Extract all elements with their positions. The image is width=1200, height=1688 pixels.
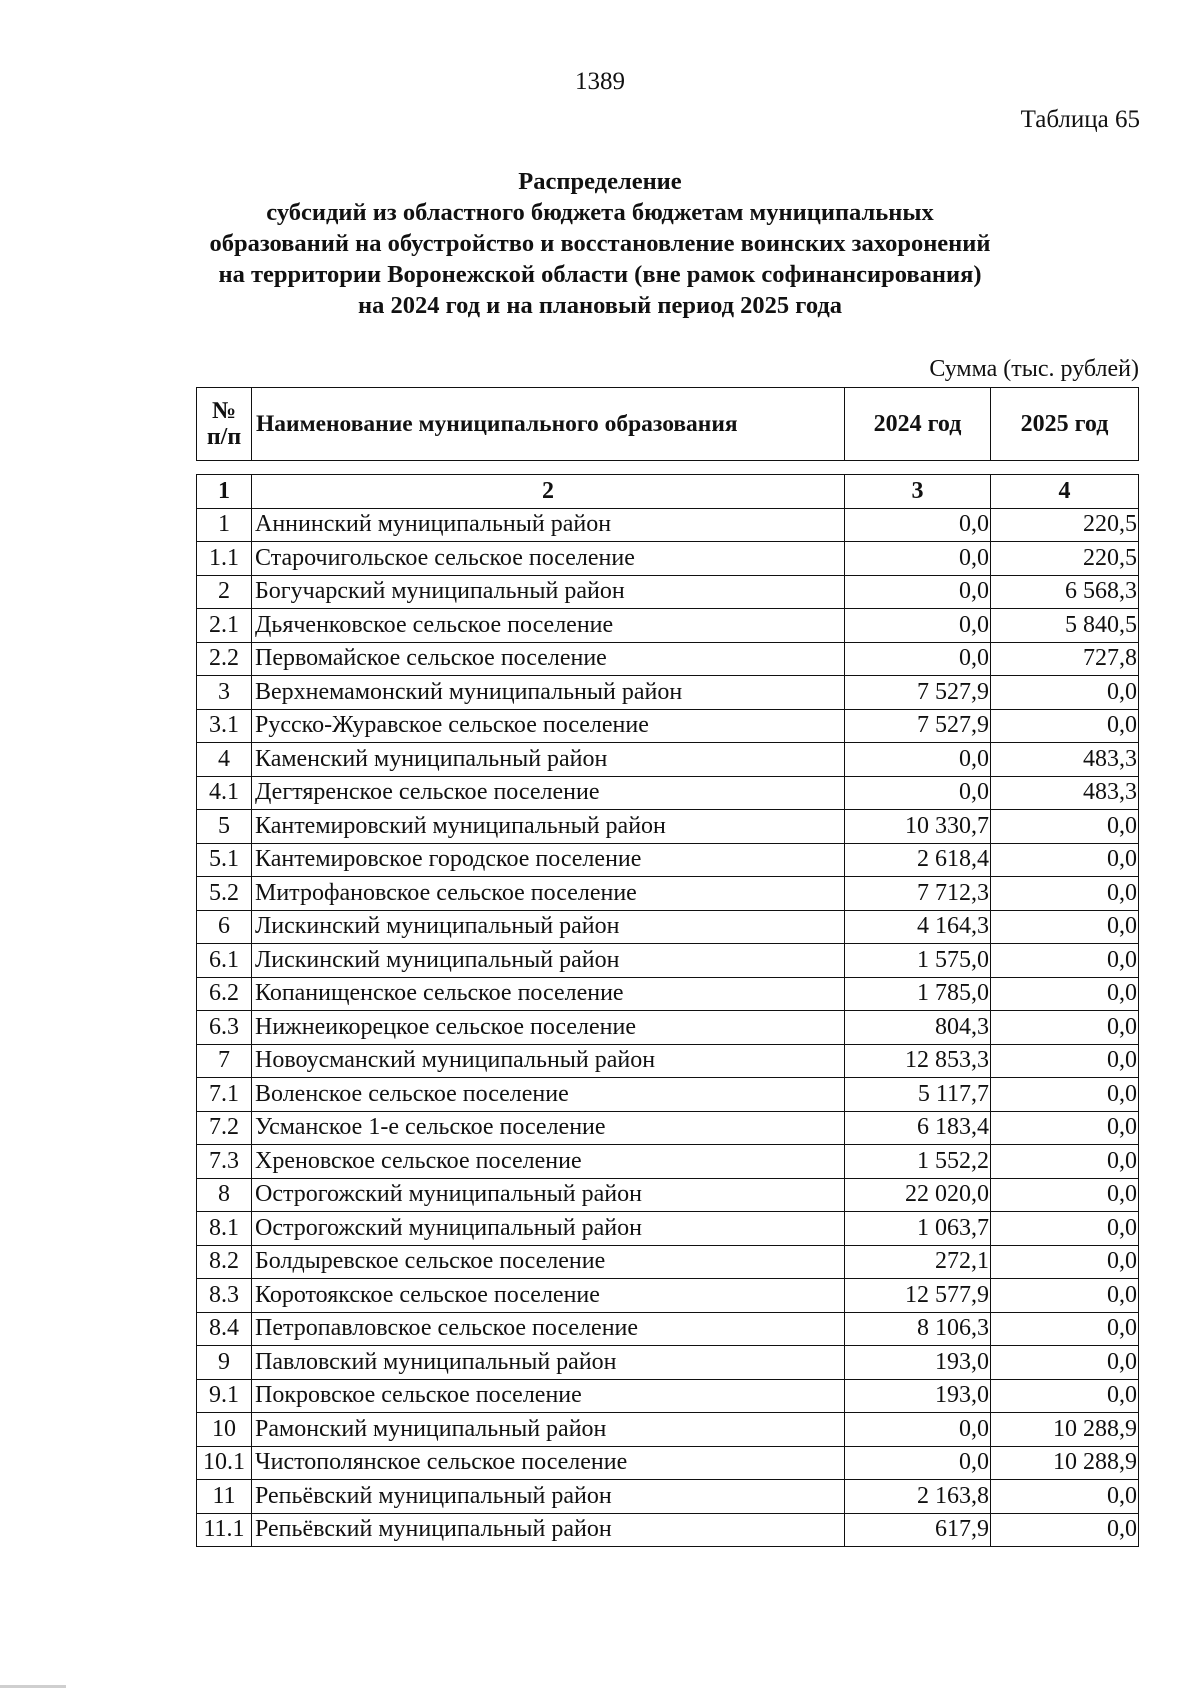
row-value-2025: 0,0	[991, 1279, 1139, 1313]
row-value-2025: 0,0	[991, 1312, 1139, 1346]
column-index: 2	[252, 475, 845, 509]
row-value-2025: 220,5	[991, 508, 1139, 542]
row-name: Верхнемамонский муниципальный район	[252, 676, 845, 710]
row-value-2025: 0,0	[991, 1044, 1139, 1078]
row-name: Русско-Журавское сельское поселение	[252, 709, 845, 743]
row-number: 8.3	[197, 1279, 252, 1313]
row-value-2024: 0,0	[845, 508, 991, 542]
units-label: Сумма (тыс. рублей)	[929, 356, 1139, 382]
row-number: 7.3	[197, 1145, 252, 1179]
row-name: Каменский муниципальный район	[252, 743, 845, 777]
row-name: Усманское 1-е сельское поселение	[252, 1111, 845, 1145]
row-name: Болдыревское сельское поселение	[252, 1245, 845, 1279]
row-name: Репьёвский муниципальный район	[252, 1480, 845, 1514]
row-name: Репьёвский муниципальный район	[252, 1513, 845, 1547]
table-row	[197, 1379, 1139, 1413]
row-value-2024: 2 163,8	[845, 1480, 991, 1514]
row-value-2025: 0,0	[991, 1111, 1139, 1145]
row-name: Богучарский муниципальный район	[252, 575, 845, 609]
table-row	[197, 843, 1139, 877]
row-value-2025: 0,0	[991, 944, 1139, 978]
row-number: 3.1	[197, 709, 252, 743]
row-number: 6.2	[197, 977, 252, 1011]
row-value-2024: 8 106,3	[845, 1312, 991, 1346]
row-number: 2	[197, 575, 252, 609]
row-name: Воленское сельское поселение	[252, 1078, 845, 1112]
row-name: Кантемировский муниципальный район	[252, 810, 845, 844]
row-number: 2.2	[197, 642, 252, 676]
row-number: 6.1	[197, 944, 252, 978]
row-value-2025: 0,0	[991, 1011, 1139, 1045]
row-number: 10.1	[197, 1446, 252, 1480]
table-row	[197, 1212, 1139, 1246]
table-row	[197, 743, 1139, 777]
row-number: 11	[197, 1480, 252, 1514]
column-index: 3	[845, 475, 991, 509]
table-row	[197, 1413, 1139, 1447]
row-number: 8	[197, 1178, 252, 1212]
row-value-2025: 0,0	[991, 810, 1139, 844]
row-name: Митрофановское сельское поселение	[252, 877, 845, 911]
row-value-2024: 617,9	[845, 1513, 991, 1547]
row-value-2025: 0,0	[991, 1245, 1139, 1279]
row-value-2024: 2 618,4	[845, 843, 991, 877]
header-name: Наименование муниципального образования	[252, 388, 845, 461]
table-row	[197, 1111, 1139, 1145]
row-value-2024: 12 853,3	[845, 1044, 991, 1078]
row-value-2024: 1 575,0	[845, 944, 991, 978]
row-number: 8.1	[197, 1212, 252, 1246]
row-number: 6.3	[197, 1011, 252, 1045]
row-number: 4.1	[197, 776, 252, 810]
table-row	[197, 810, 1139, 844]
title-line: Распределение	[518, 168, 682, 195]
table-row	[197, 676, 1139, 710]
row-name: Новоусманский муниципальный район	[252, 1044, 845, 1078]
row-name: Хреновское сельское поселение	[252, 1145, 845, 1179]
row-number: 8.4	[197, 1312, 252, 1346]
table-row	[197, 1480, 1139, 1514]
table-row	[197, 508, 1139, 542]
row-number: 10	[197, 1413, 252, 1447]
row-number: 7	[197, 1044, 252, 1078]
row-value-2025: 0,0	[991, 1346, 1139, 1380]
row-value-2024: 12 577,9	[845, 1279, 991, 1313]
table-row	[197, 977, 1139, 1011]
row-value-2024: 0,0	[845, 743, 991, 777]
row-number: 4	[197, 743, 252, 777]
table-row	[197, 1011, 1139, 1045]
column-index: 4	[991, 475, 1139, 509]
header-2024: 2024 год	[845, 388, 991, 461]
row-value-2024: 0,0	[845, 642, 991, 676]
table-row	[197, 542, 1139, 576]
row-value-2024: 7 527,9	[845, 709, 991, 743]
row-value-2024: 7 527,9	[845, 676, 991, 710]
row-value-2025: 0,0	[991, 977, 1139, 1011]
row-number: 8.2	[197, 1245, 252, 1279]
title-line: субсидий из областного бюджета бюджетам муниципальных	[266, 199, 934, 226]
row-value-2024: 4 164,3	[845, 910, 991, 944]
row-number: 7.1	[197, 1078, 252, 1112]
row-value-2024: 804,3	[845, 1011, 991, 1045]
row-number: 5.2	[197, 877, 252, 911]
row-name: Коротоякское сельское поселение	[252, 1279, 845, 1313]
data-table	[196, 474, 1139, 1547]
row-number: 7.2	[197, 1111, 252, 1145]
table-row	[197, 609, 1139, 643]
row-value-2025: 0,0	[991, 1480, 1139, 1514]
row-value-2024: 193,0	[845, 1379, 991, 1413]
table-label: Таблица 65	[1020, 106, 1140, 133]
row-number: 6	[197, 910, 252, 944]
row-name: Павловский муниципальный район	[252, 1346, 845, 1380]
table-row	[197, 1312, 1139, 1346]
column-index: 1	[197, 475, 252, 509]
table-row	[197, 776, 1139, 810]
title-line: на территории Воронежской области (вне рамок софинансирования)	[218, 261, 982, 288]
row-name: Копанищенское сельское поселение	[252, 977, 845, 1011]
table-row	[197, 1078, 1139, 1112]
row-value-2025: 0,0	[991, 1145, 1139, 1179]
row-value-2024: 0,0	[845, 1413, 991, 1447]
row-value-2025: 483,3	[991, 776, 1139, 810]
row-value-2025: 220,5	[991, 542, 1139, 576]
row-value-2025: 0,0	[991, 1078, 1139, 1112]
row-value-2024: 1 063,7	[845, 1212, 991, 1246]
table-row	[197, 1044, 1139, 1078]
row-number: 3	[197, 676, 252, 710]
row-number: 9.1	[197, 1379, 252, 1413]
table-row	[197, 709, 1139, 743]
row-value-2025: 10 288,9	[991, 1446, 1139, 1480]
row-name: Аннинский муниципальный район	[252, 508, 845, 542]
row-value-2024: 5 117,7	[845, 1078, 991, 1112]
header-number-symbol: №	[211, 398, 237, 424]
row-number: 5.1	[197, 843, 252, 877]
row-value-2024: 1 785,0	[845, 977, 991, 1011]
header-number-abbr: п/п	[206, 424, 242, 450]
row-value-2025: 0,0	[991, 843, 1139, 877]
row-value-2025: 5 840,5	[991, 609, 1139, 643]
row-name: Острогожский муниципальный район	[252, 1178, 845, 1212]
row-value-2025: 10 288,9	[991, 1413, 1139, 1447]
row-number: 1	[197, 508, 252, 542]
row-number: 5	[197, 810, 252, 844]
table-row	[197, 1446, 1139, 1480]
table-row	[197, 944, 1139, 978]
table-row	[197, 575, 1139, 609]
row-value-2024: 0,0	[845, 542, 991, 576]
table-row	[197, 1279, 1139, 1313]
row-name: Старочигольское сельское поселение	[252, 542, 845, 576]
row-value-2025: 0,0	[991, 1513, 1139, 1547]
row-value-2025: 0,0	[991, 877, 1139, 911]
row-name: Дегтяренское сельское поселение	[252, 776, 845, 810]
header-number	[197, 388, 252, 461]
row-name: Лискинский муниципальный район	[252, 910, 845, 944]
row-name: Рамонский муниципальный район	[252, 1413, 845, 1447]
row-value-2025: 0,0	[991, 1178, 1139, 1212]
row-value-2024: 10 330,7	[845, 810, 991, 844]
row-value-2025: 0,0	[991, 1212, 1139, 1246]
table-row	[197, 1245, 1139, 1279]
table-row	[197, 642, 1139, 676]
table-row	[197, 1178, 1139, 1212]
table-row	[197, 1513, 1139, 1547]
row-name: Лискинский муниципальный район	[252, 944, 845, 978]
row-value-2024: 7 712,3	[845, 877, 991, 911]
row-value-2024: 0,0	[845, 575, 991, 609]
row-name: Покровское сельское поселение	[252, 1379, 845, 1413]
row-number: 1.1	[197, 542, 252, 576]
row-value-2025: 6 568,3	[991, 575, 1139, 609]
row-value-2025: 727,8	[991, 642, 1139, 676]
row-name: Петропавловское сельское поселение	[252, 1312, 845, 1346]
row-name: Кантемировское городское поселение	[252, 843, 845, 877]
row-value-2024: 272,1	[845, 1245, 991, 1279]
row-name: Чистополянское сельское поселение	[252, 1446, 845, 1480]
row-value-2024: 1 552,2	[845, 1145, 991, 1179]
row-number: 2.1	[197, 609, 252, 643]
row-value-2024: 6 183,4	[845, 1111, 991, 1145]
row-value-2024: 0,0	[845, 609, 991, 643]
row-value-2024: 22 020,0	[845, 1178, 991, 1212]
page-number: 1389	[575, 68, 625, 95]
row-name: Дьяченковское сельское поселение	[252, 609, 845, 643]
row-value-2024: 0,0	[845, 776, 991, 810]
row-number: 9	[197, 1346, 252, 1380]
table-row	[197, 877, 1139, 911]
title-line: образований на обустройство и восстановление воинских захоронений	[209, 230, 991, 257]
row-number: 11.1	[197, 1513, 252, 1547]
row-value-2025: 0,0	[991, 910, 1139, 944]
row-value-2025: 0,0	[991, 1379, 1139, 1413]
row-name: Нижнеикорецкое сельское поселение	[252, 1011, 845, 1045]
table-header	[196, 387, 1139, 461]
table-row	[197, 1145, 1139, 1179]
row-value-2025: 0,0	[991, 676, 1139, 710]
row-value-2024: 0,0	[845, 1446, 991, 1480]
title-line: на 2024 год и на плановый период 2025 года	[357, 292, 843, 319]
header-2025: 2025 год	[991, 388, 1139, 461]
column-index-row	[197, 475, 1139, 509]
row-value-2025: 483,3	[991, 743, 1139, 777]
row-value-2024: 193,0	[845, 1346, 991, 1380]
table-row	[197, 1346, 1139, 1380]
row-value-2025: 0,0	[991, 709, 1139, 743]
row-name: Первомайское сельское поселение	[252, 642, 845, 676]
table-row	[197, 910, 1139, 944]
row-name: Острогожский муниципальный район	[252, 1212, 845, 1246]
document-title	[150, 166, 1050, 321]
